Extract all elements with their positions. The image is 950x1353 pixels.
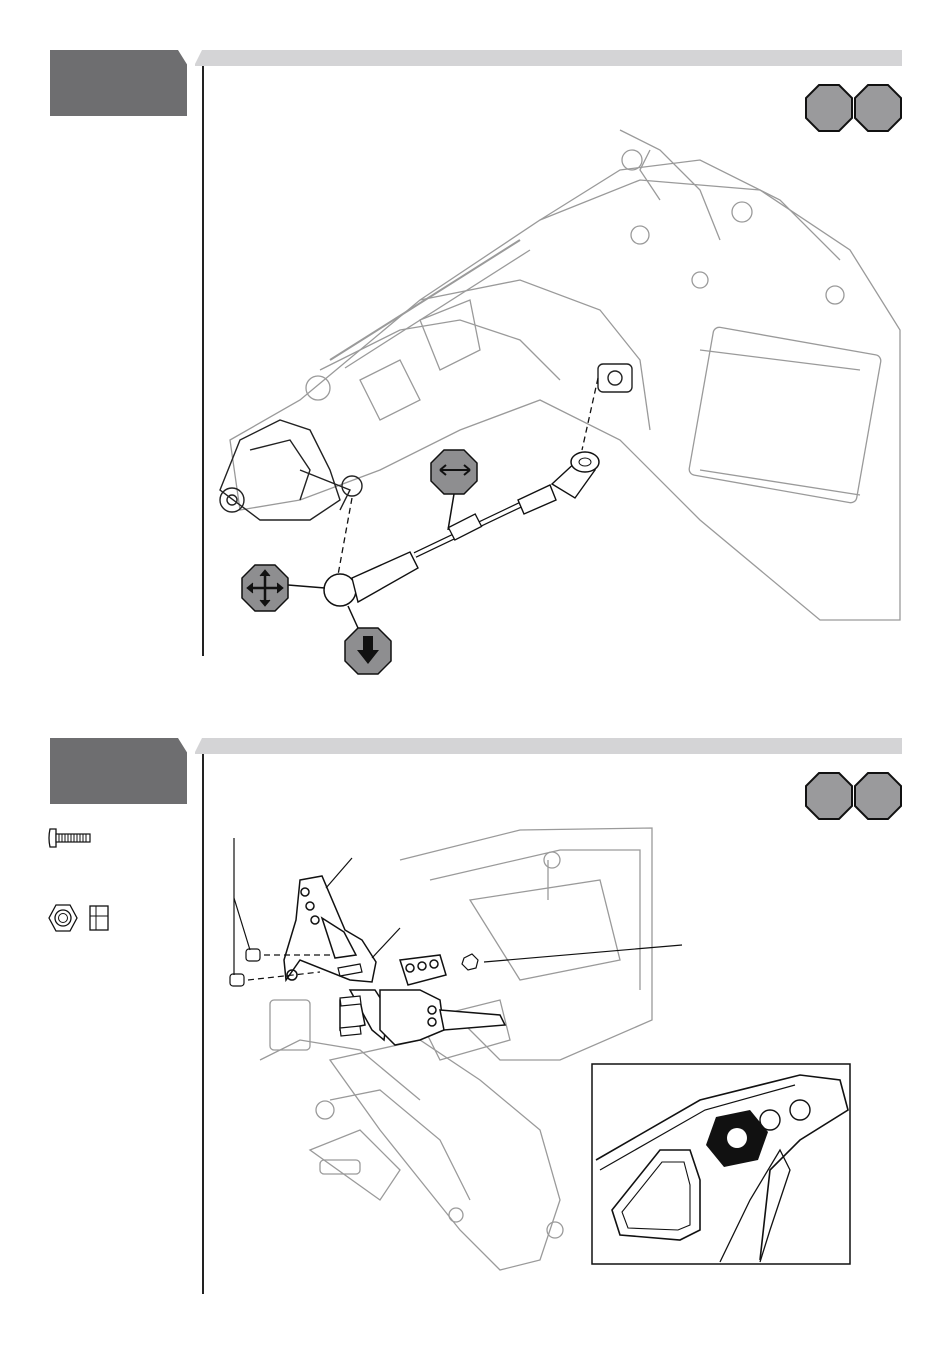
nut-orientation-inset xyxy=(592,1064,850,1264)
